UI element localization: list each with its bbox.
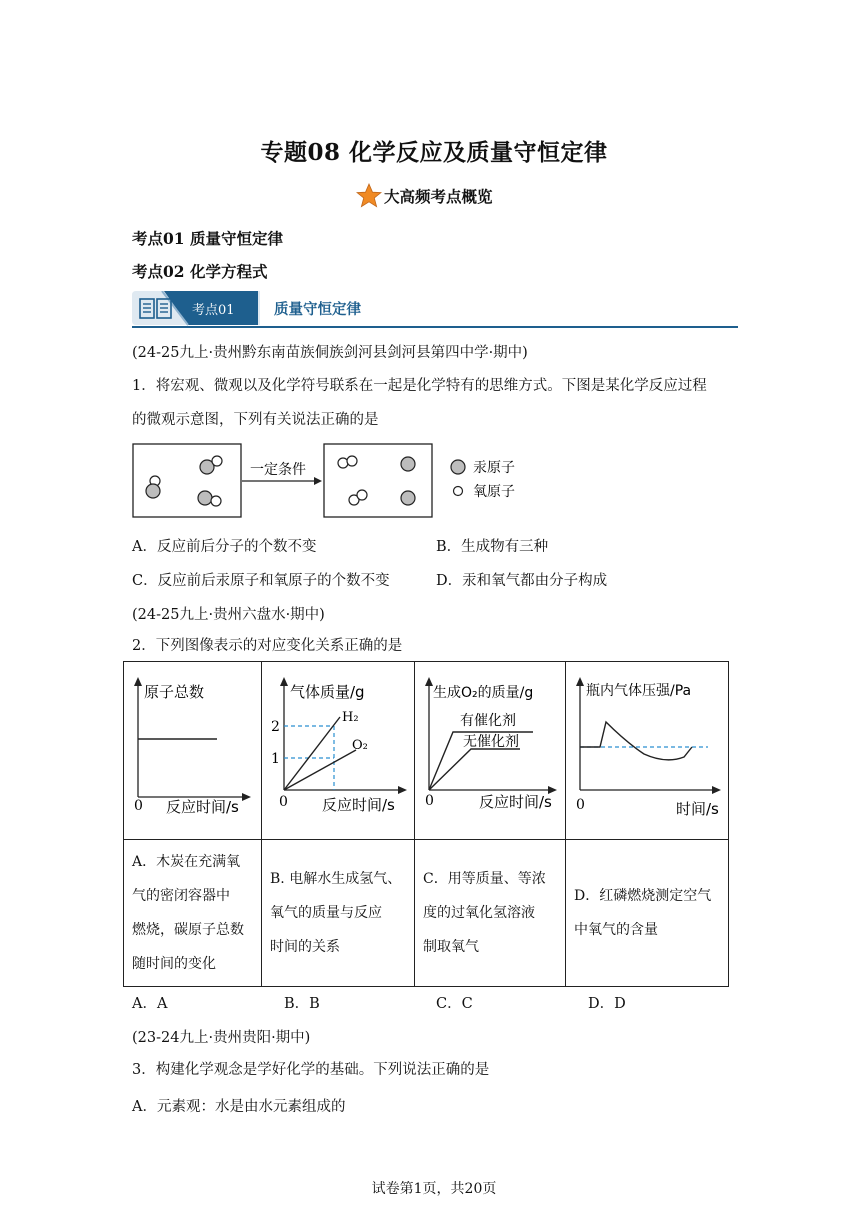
page-title: 专题08 化学反应及质量守恒定律: [260, 139, 608, 166]
legend-o: 氧原子: [473, 484, 515, 500]
graph-b-xlabel: 反应时间/s: [322, 796, 395, 814]
q1-stem-line1: 1．将宏观、微观以及化学符号联系在一起是化学特有的思维方式。下图是某化学反应过程: [132, 378, 707, 394]
point-02: 考点02 化学方程式: [132, 262, 268, 281]
q2-option-a[interactable]: A．A: [132, 996, 168, 1012]
q1-option-c[interactable]: C．反应前后汞原子和氧原子的个数不变: [132, 573, 390, 589]
q1-micro-diagram: [132, 443, 552, 525]
arrow-label: 一定条件: [250, 462, 306, 478]
before-box: [133, 444, 241, 517]
graph-d-ylabel: 瓶内气体压强/Pa: [586, 683, 692, 699]
q3-option-a[interactable]: A．元素观：水是由水元素组成的: [132, 1099, 346, 1115]
graph-d-origin: 0: [576, 797, 585, 813]
book-icon: [139, 297, 173, 321]
graph-c: [415, 662, 565, 835]
graph-b-ylabel: 气体质量/g: [290, 683, 365, 701]
q1-stem-line2: 的微观示意图，下列有关说法正确的是: [132, 412, 379, 428]
graph-d-xlabel: 时间/s: [676, 800, 719, 818]
q3-source: (23-24九上·贵州贵阳·期中): [132, 1030, 311, 1046]
banner-divider: [132, 326, 738, 328]
graph-b: [262, 662, 414, 835]
q3-stem: 3．构建化学观念是学好化学的基础。下列说法正确的是: [132, 1062, 490, 1078]
q2-source: (24-25九上·贵州六盘水·期中): [132, 607, 325, 623]
q2-option-d[interactable]: D．D: [588, 996, 626, 1012]
section-banner: [132, 291, 738, 327]
graph-b-tick-1: 1: [271, 751, 280, 767]
graph-b-cell: [262, 662, 415, 840]
graph-c-catalyst-label: 有催化剂: [460, 713, 516, 729]
overview-label: 大高频考点概览: [384, 187, 493, 206]
q2-stem: 2．下列图像表示的对应变化关系正确的是: [132, 638, 403, 654]
graph-b-description: B. 电解水生成氢气、 氧气的质量与反应 时间的关系: [262, 840, 415, 987]
q1-source: (24-25九上·贵州黔东南苗族侗族剑河县剑河县第四中学·期中): [132, 345, 528, 361]
graph-c-ylabel: 生成O₂的质量/g: [433, 685, 534, 701]
legend-hg: 汞原子: [473, 460, 515, 476]
graph-c-xlabel: 反应时间/s: [479, 793, 552, 811]
graph-d-cell: [566, 662, 729, 840]
q1-option-d[interactable]: D．汞和氧气都由分子构成: [436, 573, 608, 589]
graph-b-o2-label: O₂: [352, 738, 368, 753]
q2-option-b[interactable]: B．B: [284, 996, 320, 1012]
graph-a-origin: 0: [134, 798, 143, 814]
graph-a-ylabel: 原子总数: [144, 683, 205, 701]
graph-c-nocatalyst-label: 无催化剂: [463, 734, 519, 750]
graph-c-cell: [415, 662, 566, 840]
page-footer: 试卷第1页，共20页: [371, 1181, 497, 1197]
q1-option-b[interactable]: B．生成物有三种: [436, 539, 549, 555]
q2-graph-table: [123, 661, 729, 987]
point-01: 考点01 质量守恒定律: [132, 229, 283, 248]
graph-b-origin: 0: [279, 794, 288, 810]
banner-title: 质量守恒定律: [274, 301, 361, 318]
q1-option-a[interactable]: A．反应前后分子的个数不变: [132, 539, 317, 555]
after-box: [324, 444, 432, 517]
graph-b-tick-2: 2: [271, 719, 280, 735]
graph-d: [566, 662, 728, 835]
graph-a-cell: [124, 662, 262, 840]
graph-d-description: D．红磷燃烧测定空气 中氧气的含量: [566, 840, 729, 987]
overview-heading: [356, 183, 493, 209]
graph-b-h2-label: H₂: [342, 710, 359, 725]
graph-a: [124, 662, 261, 835]
graph-a-description: A．木炭在充满氧 气的密闭容器中 燃烧，碳原子总数 随时间的变化: [124, 840, 262, 987]
graph-c-origin: 0: [425, 793, 434, 809]
graph-c-description: C．用等质量、等浓 度的过氧化氢溶液 制取氧气: [415, 840, 566, 987]
graph-a-xlabel: 反应时间/s: [166, 798, 239, 816]
banner-tag: 考点01: [192, 303, 235, 318]
q2-option-c[interactable]: C．C: [436, 996, 473, 1012]
star-icon: [356, 183, 382, 209]
